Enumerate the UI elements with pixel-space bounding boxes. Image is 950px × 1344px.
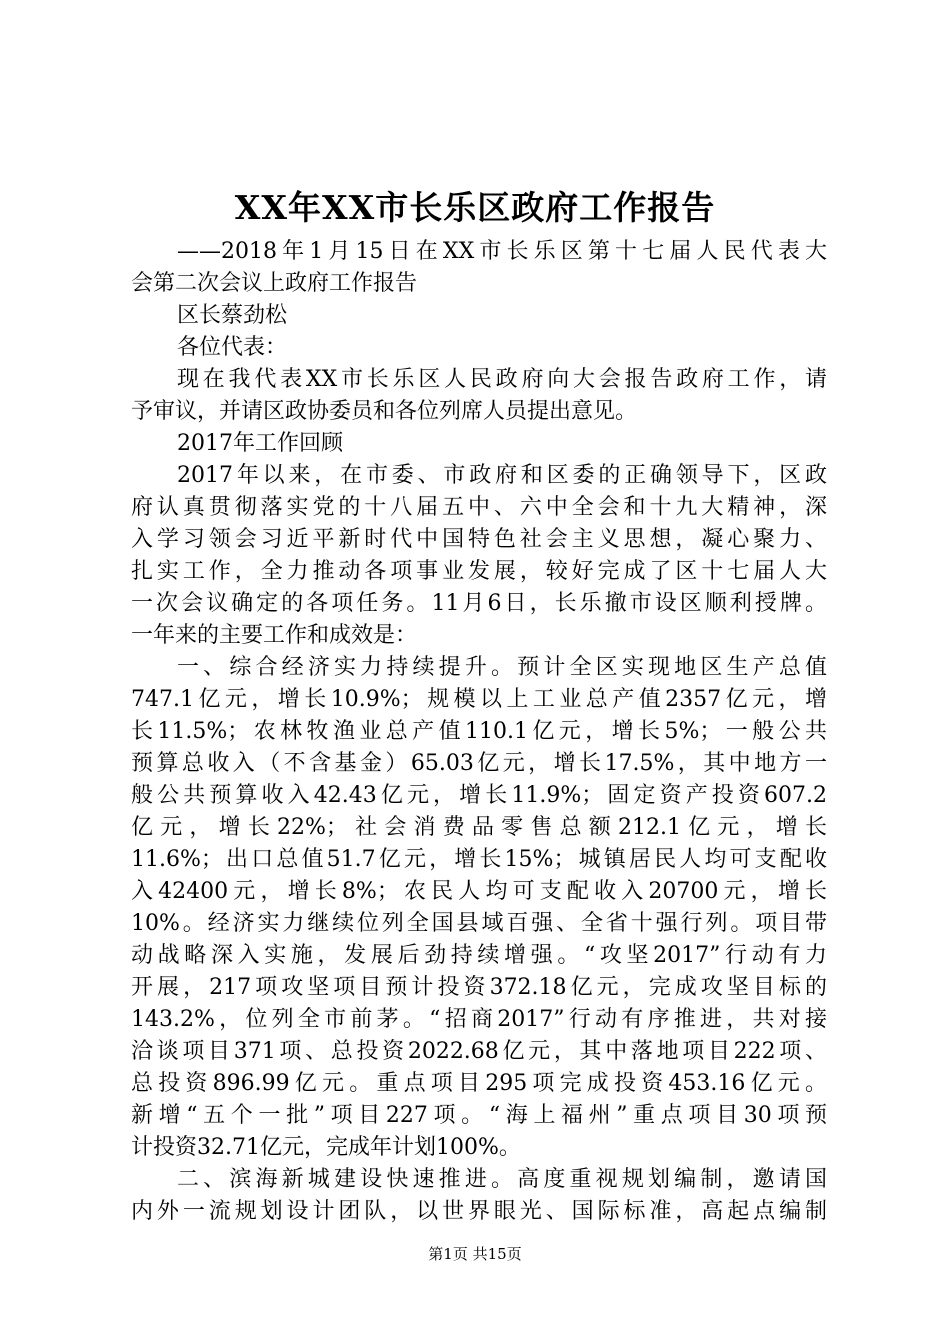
page-footer: 第1页 共15页 <box>428 1245 522 1263</box>
paragraph-line: 现在我代表XX市长乐区人民政府向大会报告政府工作，请 <box>177 367 827 392</box>
section-heading: 2017年工作回顾 <box>177 431 343 456</box>
document-body <box>131 236 827 1228</box>
paragraph-line: 动战略深入实施，发展后劲持续增强。“攻坚2017”行动有力 <box>131 943 827 968</box>
paragraph-line: 10%。经济实力继续位列全国县域百强、全省十强行列。项目带 <box>131 911 827 936</box>
paragraph-line: 开展，217项攻坚项目预计投资372.18亿元，完成攻坚目标的 <box>131 975 827 1000</box>
author-line: 区长蔡劲松 <box>177 303 288 328</box>
paragraph-line: 洽谈项目371项、总投资2022.68亿元，其中落地项目222项、 <box>131 1039 827 1064</box>
paragraph-line: 747.1亿元，增长10.9%；规模以上工业总产值2357亿元，增 <box>131 687 827 712</box>
paragraph-line: 府认真贯彻落实党的十八届五中、六中全会和十九大精神，深 <box>131 495 827 520</box>
paragraph-line: 2017年以来，在市委、市政府和区委的正确领导下，区政 <box>177 463 827 488</box>
paragraph-line: 入学习领会习近平新时代中国特色社会主义思想，凝心聚力、 <box>131 527 827 552</box>
paragraph-line: 11.6%；出口总值51.7亿元，增长15%；城镇居民人均可支配收 <box>131 847 827 872</box>
paragraph-line: 预算总收入（不含基金）65.03亿元，增长17.5%，其中地方一 <box>131 751 827 776</box>
paragraph-line: 内外一流规划设计团队，以世界眼光、国际标准，高起点编制 <box>131 1199 827 1224</box>
paragraph-line: 长11.5%；农林牧渔业总产值110.1亿元，增长5%；一般公共 <box>131 719 827 744</box>
paragraph-line: 143.2%，位列全市前茅。“招商2017”行动有序推进，共对接 <box>131 1007 827 1032</box>
paragraph-line: 亿元，增长22%；社会消费品零售总额212.1亿元，增长 <box>131 815 827 840</box>
paragraph-line: 入42400元，增长8%；农民人均可支配收入20700元，增长 <box>131 879 827 904</box>
paragraph-line: 二、滨海新城建设快速推进。高度重视规划编制，邀请国 <box>177 1167 827 1192</box>
paragraph-line: 一、综合经济实力持续提升。预计全区实现地区生产总值 <box>177 655 827 680</box>
paragraph-line: 一年来的主要工作和成效是： <box>131 623 418 648</box>
paragraph-line: 般公共预算收入42.43亿元，增长11.9%；固定资产投资607.2 <box>131 783 827 808</box>
paragraph-line: 新增“五个一批”项目227项。“海上福州”重点项目30项预 <box>131 1103 827 1128</box>
paragraph-line: 扎实工作，全力推动各项事业发展，较好完成了区十七届人大 <box>131 559 827 584</box>
document-title: XX年XX市长乐区政府工作报告 <box>234 188 716 227</box>
paragraph-line: 一次会议确定的各项任务。11月6日，长乐撤市设区顺利授牌。 <box>131 591 827 616</box>
paragraph-line: 总投资896.99亿元。重点项目295项完成投资453.16亿元。 <box>131 1071 827 1096</box>
paragraph-line: 计投资32.71亿元，完成年计划100%。 <box>131 1135 521 1160</box>
subtitle-line: ——2018年1月15日在XX市长乐区第十七届人民代表大 <box>177 239 827 264</box>
salutation-line: 各位代表： <box>177 335 288 360</box>
paragraph-line: 予审议，并请区政协委员和各位列席人员提出意见。 <box>131 399 638 424</box>
subtitle-line: 会第二次会议上政府工作报告 <box>131 271 418 296</box>
